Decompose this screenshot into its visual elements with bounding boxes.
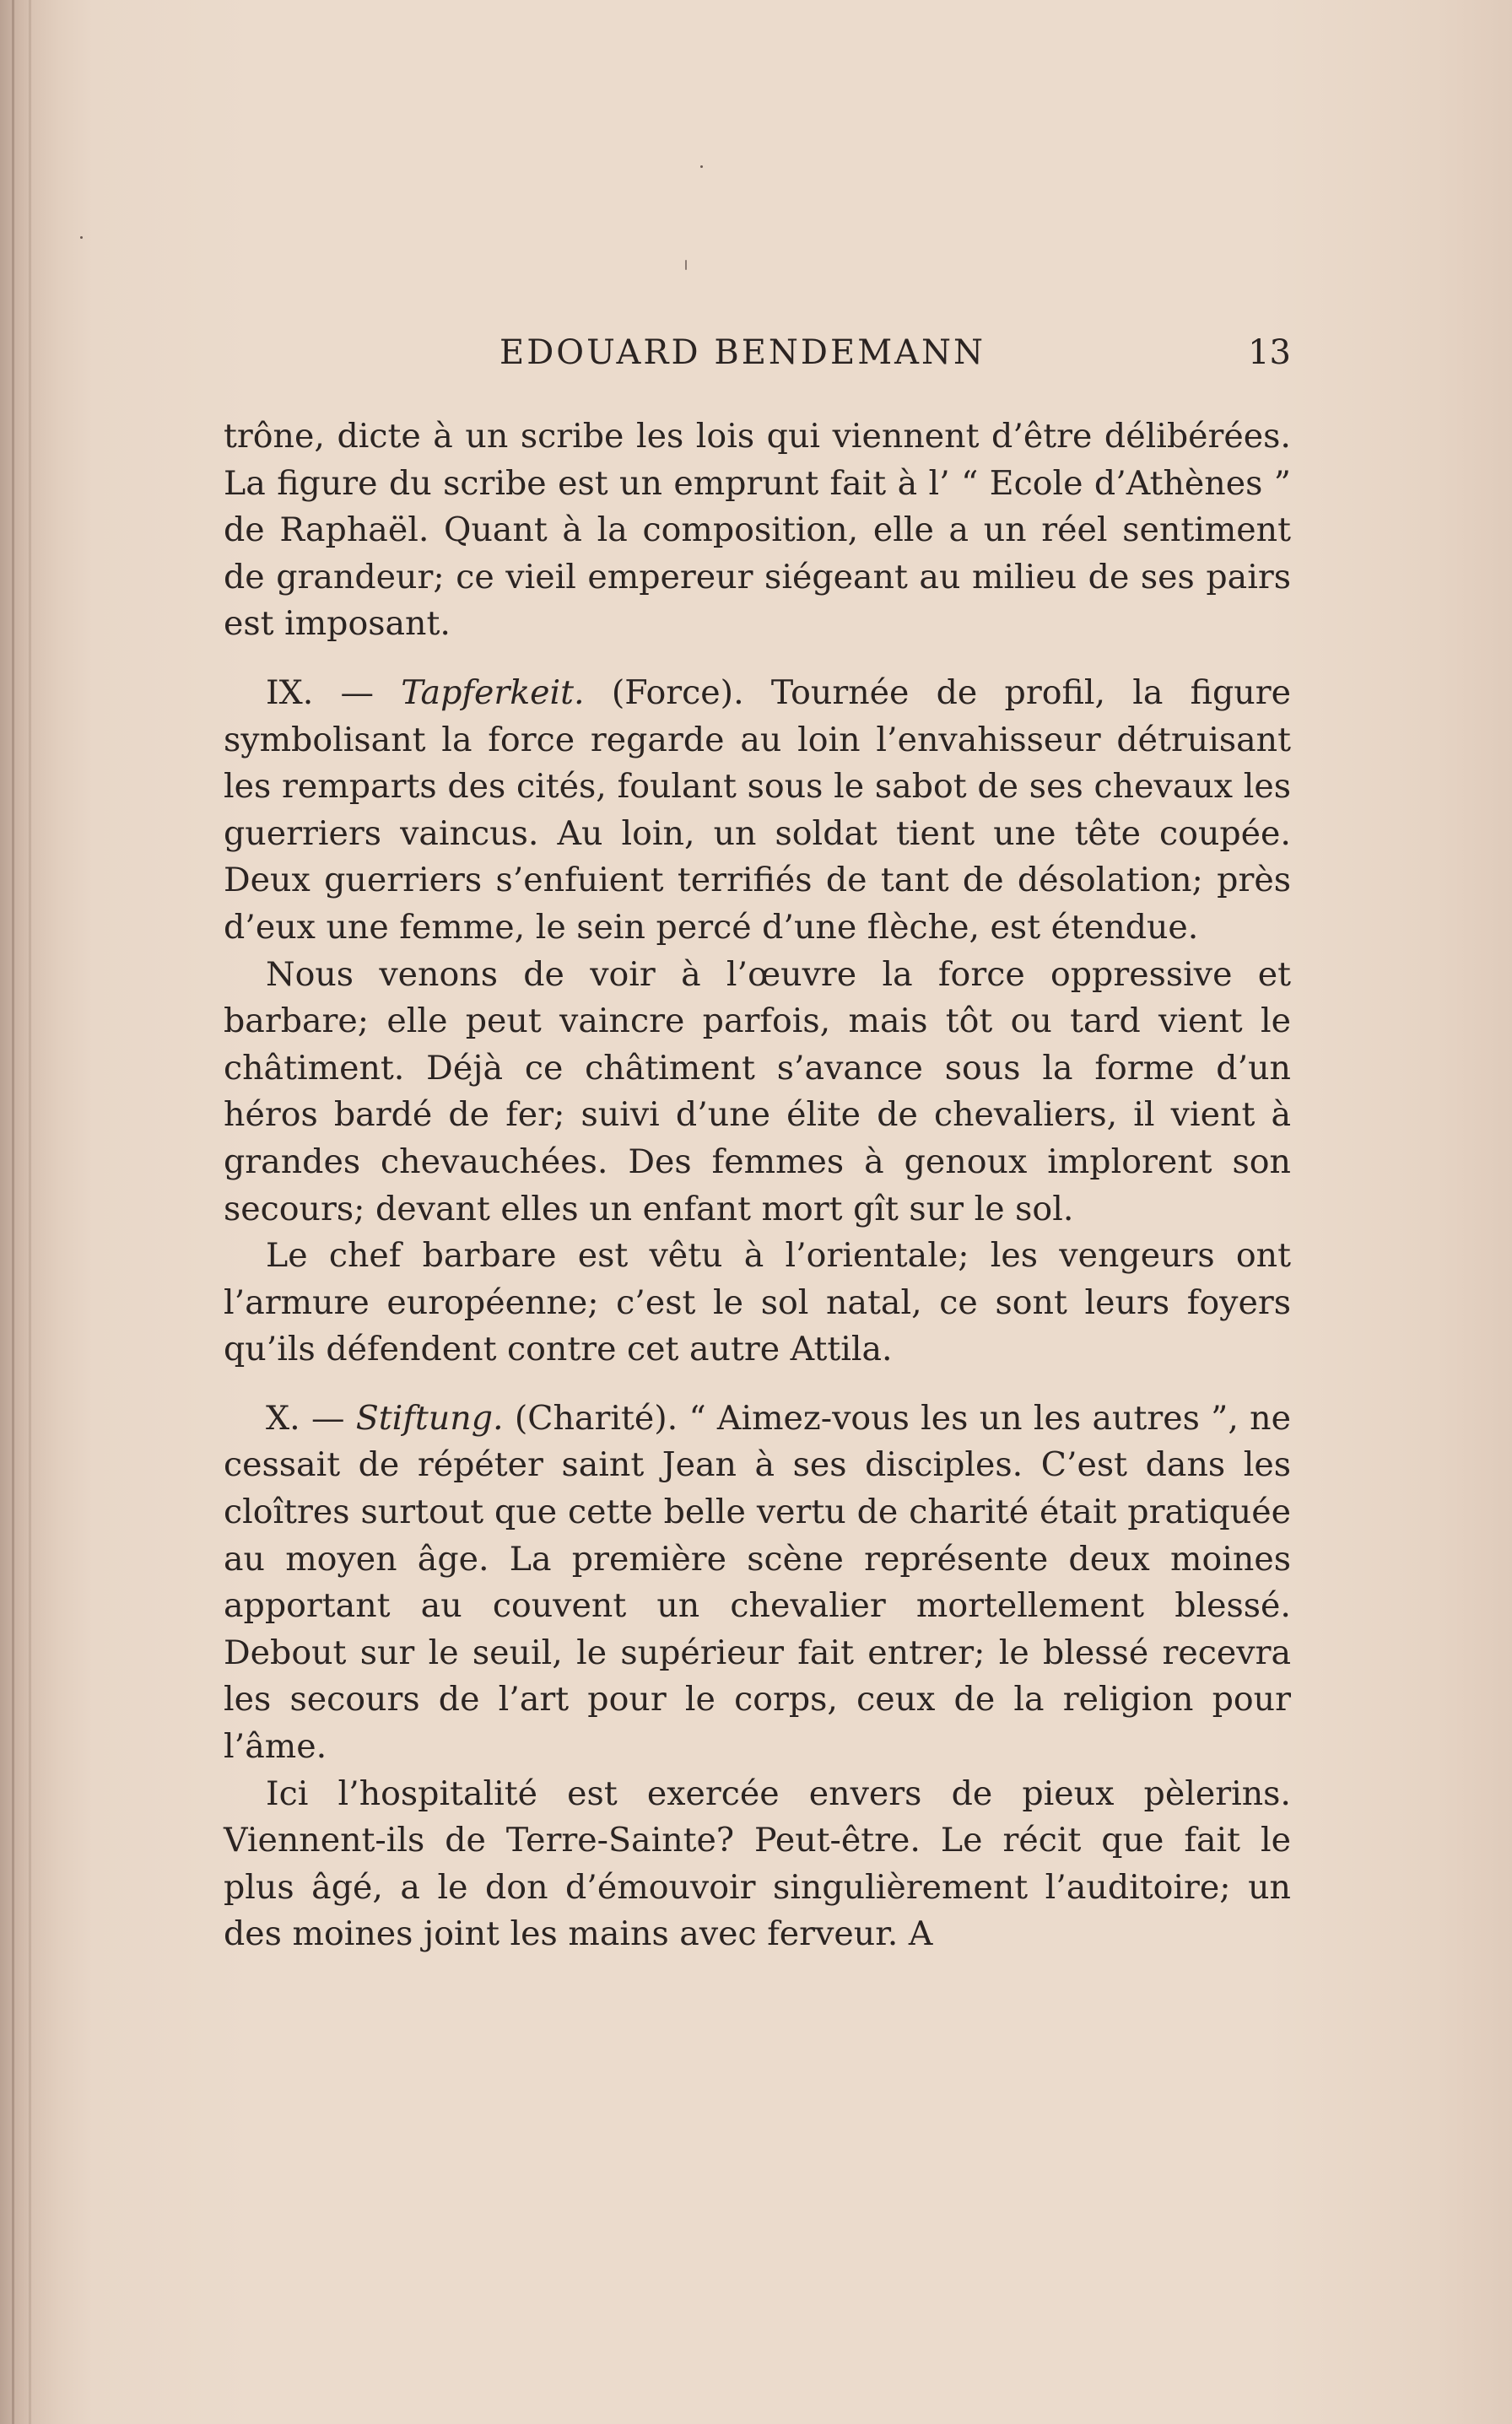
gutter-edge (29, 0, 31, 2424)
paper-speck (80, 236, 83, 239)
page-number: 13 (1248, 333, 1291, 372)
paragraph: Le chef barbare est vêtu à l’orientale; les vengeurs ont l’armure européenne; c’est le sol natal, ce sont leurs foyers qu’ils défendent contre cet autre Attila. (224, 1236, 1291, 1369)
paper-mark (685, 260, 687, 270)
paragraph-section-x (224, 1396, 1291, 1771)
body-text (224, 413, 1291, 1958)
paragraph-section-ix (224, 670, 1291, 952)
gutter-shadow (12, 0, 14, 2424)
section-number: X. — (266, 1398, 356, 1438)
running-title: EDOUARD BENDEMANN (500, 333, 986, 372)
paragraph: Ici l’hospitalité est exercée envers de pieux pèlerins. Viennent-ils de Terre-Sainte? Peut-être. Le récit que fait le plus âgé, a le don d’émouvoir singulièrement l’auditoire; un des moines joint les mains avec ferveur. A (224, 1773, 1291, 1954)
paragraph-continuation: trône, dicte à un scribe les lois qui viennent d’être délibérées. La figure du scribe est un emprunt fait à l’ “ Ecole d’Athènes ” de Raphaël. Quant à la composition, elle a un réel sentiment de grandeur; ce vieil empereur siégeant au milieu de ses pairs est imposant. (224, 417, 1291, 644)
section-title: Stiftung. (355, 1398, 504, 1438)
section-title: Tapferkeit. (401, 672, 585, 712)
paper-speck (700, 165, 703, 168)
running-header (224, 333, 1291, 375)
paragraph: Nous venons de voir à l’œuvre la force oppressive et barbare; elle peut vaincre parfois, mais tôt ou tard vient le châtiment. Déjà ce châtiment s’avance sous la forme d’un héros bardé de fer; suivi d’une élite de chevaliers, il vient à grandes chevauchées. Des femmes à genoux implorent son secours; devant elles un enfant mort gît sur le sol. (224, 954, 1291, 1228)
section-text: (Charité). “ Aimez-vous les un les autres ”, ne cessait de répéter saint Jean à ses disciples. C’est dans les cloîtres surtout que cette belle vertu de charité était pratiquée au moyen âge. La première scène représente deux moines apportant au couvent un chevalier mortellement blessé. Debout sur le seuil, le supérieur fait entrer; le blessé recevra les secours de l’art pour le corps, ceux de la religion pour l’âme. (224, 1398, 1291, 1767)
section-text: (Force). Tournée de profil, la figure symbolisant la force regarde au loin l’envahisseur détruisant les remparts des cités, foulant sous le sabot de ses chevaux les guerriers vaincus. Au loin, un soldat tient une tête coupée. Deux guerriers s’enfuient terrifiés de tant de désolation; près d’eux une femme, le sein percé d’une flèche, est étendue. (224, 672, 1291, 947)
section-number: IX. — (266, 672, 402, 712)
